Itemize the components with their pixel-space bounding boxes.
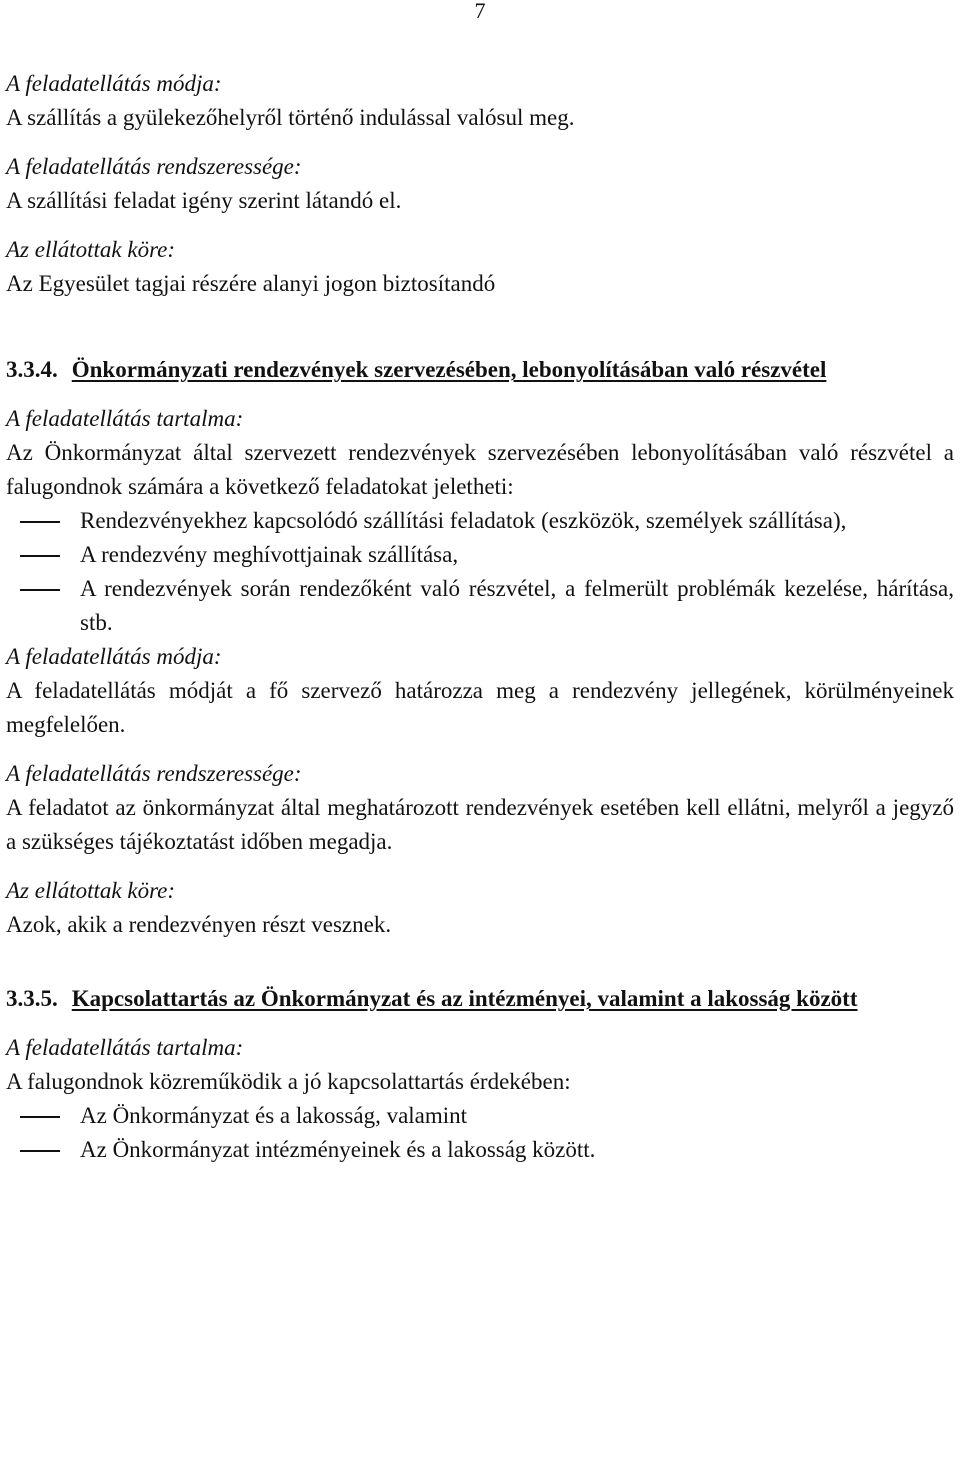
recipients-label: Az ellátottak köre: <box>6 878 176 903</box>
regularity-label: A feladatellátás rendszeressége: <box>6 761 302 786</box>
section-title: Kapcsolattartás az Önkormányzat és az intézményei, valamint a lakosság között <box>71 986 858 1011</box>
list-item: A rendezvények során rendezőként való részvétel, a felmerült problémák kezelése, hárítása, stb. <box>6 572 954 640</box>
content-text: A falugondnok közreműködik a jó kapcsolattartás érdekében: <box>6 1069 571 1094</box>
mode-label: A feladatellátás módja: <box>6 71 222 96</box>
section-heading-335 <box>6 982 954 1016</box>
regularity-label: A feladatellátás rendszeressége: <box>6 154 302 179</box>
recipients-label: Az ellátottak köre: <box>6 237 176 262</box>
recipients-text: Az Egyesület tagjai részére alanyi jogon biztosítandó <box>6 271 496 296</box>
section-number: 3.3.4. <box>6 357 58 382</box>
section-number: 3.3.5. <box>6 986 58 1011</box>
content-text: Az Önkormányzat által szervezett rendezvények szervezésében lebonyolításában való részvétel a falugondnok számára a következő feladatokat jeletheti: <box>6 440 954 499</box>
regularity-text: A feladatot az önkormányzat által meghatározott rendezvények esetében kell ellátni, melyről a jegyző a szükséges tájékoztatást időben megadja. <box>6 795 954 854</box>
list-item: Rendezvényekhez kapcsolódó szállítási feladatok (eszközök, személyek szállítása), <box>6 504 954 538</box>
task-list <box>6 504 954 640</box>
list-item: Az Önkormányzat és a lakosság, valamint <box>6 1099 954 1133</box>
recipients-text: Azok, akik a rendezvényen részt vesznek. <box>6 912 392 937</box>
document-body <box>6 67 954 1167</box>
list-item: Az Önkormányzat intézményeinek és a lakosság között. <box>6 1133 954 1167</box>
mode-label: A feladatellátás módja: <box>6 644 222 669</box>
content-label: A feladatellátás tartalma: <box>6 406 244 431</box>
section-heading-334 <box>6 353 954 387</box>
page-number: 7 <box>474 0 486 23</box>
mode-text: A feladatellátás módját a fő szervező határozza meg a rendezvény jellegének, körülményeinek megfelelően. <box>6 678 954 737</box>
section-title: Önkormányzati rendezvények szervezésében, lebonyolításában való részvétel <box>71 357 827 382</box>
content-label: A feladatellátás tartalma: <box>6 1035 244 1060</box>
regularity-text: A szállítási feladat igény szerint látandó el. <box>6 188 402 213</box>
mode-text: A szállítás a gyülekezőhelyről történő indulással valósul meg. <box>6 105 575 130</box>
list-item: A rendezvény meghívottjainak szállítása, <box>6 538 954 572</box>
task-list <box>6 1099 954 1167</box>
